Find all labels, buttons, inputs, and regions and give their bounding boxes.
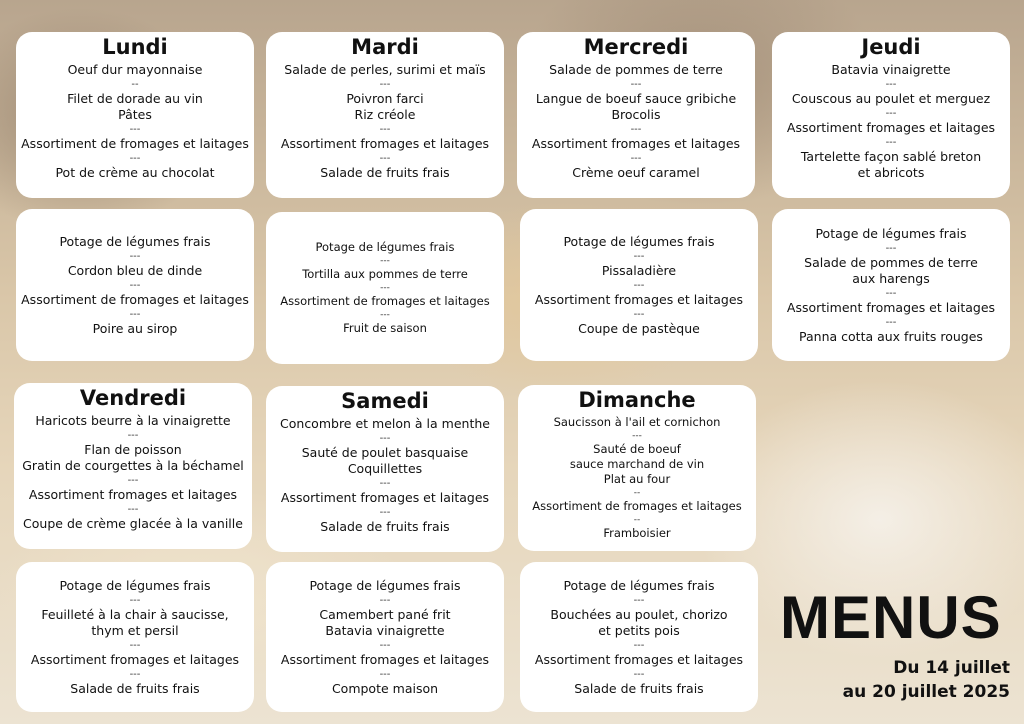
menu-item: Camembert pané frit bbox=[319, 606, 451, 622]
separator: --- bbox=[380, 256, 390, 266]
separator: --- bbox=[127, 430, 139, 441]
menu-item: Assortiment de fromages et laitages bbox=[532, 499, 742, 513]
day-title-jeudi: Jeudi bbox=[861, 35, 921, 59]
day-title-samedi: Samedi bbox=[341, 389, 429, 413]
menu-item: Poire au sirop bbox=[92, 320, 178, 336]
separator: --- bbox=[129, 308, 141, 320]
menu-item: Potage de légumes frais bbox=[59, 233, 211, 249]
vendredi-lunch-card bbox=[14, 383, 252, 549]
menu-item: Potage de légumes frais bbox=[563, 233, 715, 249]
menu-item: Gratin de courgettes à la béchamel bbox=[22, 458, 244, 473]
menu-item: Assortiment fromages et laitages bbox=[30, 651, 240, 667]
menu-item: Concombre et melon à la menthe bbox=[280, 416, 490, 431]
day-title-mardi: Mardi bbox=[351, 35, 419, 59]
menu-item: Plat au four bbox=[603, 472, 671, 486]
menu-item: Salade de perles, surimi et maïs bbox=[284, 62, 486, 77]
separator: --- bbox=[633, 594, 645, 606]
menu-item: aux harengs bbox=[852, 270, 930, 286]
menu-item: Salade de fruits frais bbox=[320, 165, 450, 180]
menu-lines bbox=[535, 234, 743, 337]
day-title-mercredi: Mercredi bbox=[583, 35, 689, 59]
menu-item: Salade de pommes de terre bbox=[804, 254, 978, 270]
menu-item: Assortiment de fromages et laitages bbox=[21, 136, 249, 151]
separator: -- bbox=[633, 488, 641, 498]
mardi-dinner-card bbox=[266, 212, 504, 364]
menu-item: Bouchées au poulet, chorizo bbox=[550, 606, 728, 622]
separator: --- bbox=[633, 279, 645, 291]
menu-item: Assortiment fromages et laitages bbox=[786, 120, 996, 135]
day-title-dimanche: Dimanche bbox=[578, 388, 696, 412]
menu-item: Sauté de boeuf bbox=[593, 442, 681, 456]
menu-item: Tortilla aux pommes de terre bbox=[302, 267, 468, 281]
separator: --- bbox=[379, 79, 391, 90]
menu-item: Assortiment fromages et laitages bbox=[28, 487, 238, 502]
menu-item: Assortiment de fromages et laitages bbox=[280, 294, 490, 308]
separator: --- bbox=[633, 639, 645, 651]
separator: --- bbox=[379, 124, 391, 135]
date-line-2: au 20 juillet 2025 bbox=[842, 682, 1010, 702]
separator: --- bbox=[633, 250, 645, 262]
menu-item: Salade de fruits frais bbox=[70, 680, 200, 696]
dimanche-dinner-card bbox=[520, 562, 758, 712]
menu-item: Salade de fruits frais bbox=[320, 519, 450, 534]
jeudi-lunch-card bbox=[772, 32, 1010, 198]
menu-item: et abricots bbox=[857, 165, 925, 180]
menu-item: Coquillettes bbox=[347, 461, 423, 476]
menu-item: Pot de crème au chocolat bbox=[55, 165, 215, 180]
menu-lines bbox=[532, 415, 742, 541]
samedi-dinner-card bbox=[266, 562, 504, 712]
menu-item: Potage de légumes frais bbox=[315, 240, 455, 254]
menu-item: Assortiment fromages et laitages bbox=[280, 490, 490, 505]
separator: --- bbox=[127, 475, 139, 486]
separator: --- bbox=[885, 242, 897, 254]
menu-item: Assortiment fromages et laitages bbox=[534, 291, 744, 307]
menu-item: Cordon bleu de dinde bbox=[67, 262, 203, 278]
menu-item: Salade de pommes de terre bbox=[549, 62, 723, 77]
menu-item: Filet de dorade au vin bbox=[67, 91, 203, 106]
menu-item: Feuilleté à la chair à saucisse, bbox=[41, 606, 229, 622]
separator: --- bbox=[632, 431, 642, 441]
menu-lines bbox=[31, 578, 239, 697]
menu-item: sauce marchand de vin bbox=[569, 457, 705, 471]
menu-item: Framboisier bbox=[603, 526, 671, 540]
menu-item: Panna cotta aux fruits rouges bbox=[799, 328, 983, 344]
vendredi-dinner-card bbox=[16, 562, 254, 712]
separator: --- bbox=[129, 153, 141, 164]
separator: --- bbox=[633, 668, 645, 680]
menus-title: MENUS bbox=[780, 584, 1002, 651]
menu-item: thym et persil bbox=[91, 622, 179, 638]
separator: --- bbox=[885, 79, 897, 90]
menu-item: Sauté de poulet basquaise bbox=[301, 445, 469, 460]
menu-lines bbox=[280, 416, 490, 535]
menu-item: Langue de boeuf sauce gribiche bbox=[535, 91, 737, 106]
separator: --- bbox=[129, 250, 141, 262]
menu-item: Pâtes bbox=[118, 107, 152, 122]
menu-lines bbox=[21, 62, 249, 181]
menu-lines bbox=[787, 226, 995, 345]
separator: --- bbox=[129, 594, 141, 606]
mercredi-dinner-card bbox=[520, 209, 758, 361]
menu-item: Riz créole bbox=[354, 107, 416, 122]
day-title-vendredi: Vendredi bbox=[79, 386, 187, 410]
date-line-1: Du 14 juillet bbox=[893, 658, 1010, 678]
menu-lines bbox=[532, 62, 740, 181]
menu-item: Haricots beurre à la vinaigrette bbox=[35, 413, 231, 428]
menu-lines bbox=[21, 234, 249, 337]
lundi-lunch-card bbox=[16, 32, 254, 198]
menu-item: Tartelette façon sablé breton bbox=[800, 149, 982, 164]
separator: -- bbox=[131, 79, 139, 90]
menu-item: Potage de légumes frais bbox=[815, 225, 967, 241]
separator: --- bbox=[129, 124, 141, 135]
menu-item: Potage de légumes frais bbox=[563, 577, 715, 593]
menu-item: Fruit de saison bbox=[343, 321, 427, 335]
menu-item: Assortiment fromages et laitages bbox=[534, 651, 744, 667]
separator: --- bbox=[379, 639, 391, 651]
separator: --- bbox=[380, 283, 390, 293]
menu-item: Assortiment fromages et laitages bbox=[786, 299, 996, 315]
separator: --- bbox=[379, 594, 391, 606]
menu-item: Coupe de crème glacée à la vanille bbox=[23, 516, 243, 531]
menu-item: Assortiment fromages et laitages bbox=[531, 136, 741, 151]
separator: --- bbox=[885, 137, 897, 148]
mardi-lunch-card bbox=[266, 32, 504, 198]
menu-item: et petits pois bbox=[598, 622, 680, 638]
menu-item: Saucisson à l'ail et cornichon bbox=[553, 415, 721, 429]
menu-item: Brocolis bbox=[611, 107, 661, 122]
menu-item: Pissaladière bbox=[601, 262, 677, 278]
separator: --- bbox=[633, 308, 645, 320]
menu-item: Salade de fruits frais bbox=[574, 680, 704, 696]
separator: -- bbox=[633, 515, 641, 525]
separator: --- bbox=[379, 478, 391, 489]
date-range bbox=[843, 656, 1010, 704]
menu-lines bbox=[535, 578, 743, 697]
menu-item: Batavia vinaigrette bbox=[831, 62, 951, 77]
menu-item: Assortiment fromages et laitages bbox=[280, 136, 490, 151]
separator: --- bbox=[129, 639, 141, 651]
separator: --- bbox=[127, 504, 139, 515]
separator: --- bbox=[379, 668, 391, 680]
separator: --- bbox=[129, 279, 141, 291]
menu-item: Assortiment fromages et laitages bbox=[280, 651, 490, 667]
menu-item: Potage de légumes frais bbox=[59, 577, 211, 593]
menu-lines bbox=[280, 240, 490, 336]
separator: --- bbox=[885, 108, 897, 119]
menu-item: Compote maison bbox=[331, 680, 439, 696]
menu-item: Crème oeuf caramel bbox=[572, 165, 700, 180]
separator: --- bbox=[630, 124, 642, 135]
menu-item: Assortiment de fromages et laitages bbox=[21, 291, 249, 307]
separator: --- bbox=[379, 433, 391, 444]
menu-item: Oeuf dur mayonnaise bbox=[67, 62, 203, 77]
menu-item: Couscous au poulet et merguez bbox=[791, 91, 991, 106]
separator: --- bbox=[129, 668, 141, 680]
separator: --- bbox=[885, 316, 897, 328]
menu-item: Flan de poisson bbox=[84, 442, 182, 457]
menu-item: Potage de légumes frais bbox=[309, 577, 461, 593]
lundi-dinner-card bbox=[16, 209, 254, 361]
samedi-lunch-card bbox=[266, 386, 504, 552]
jeudi-dinner-card bbox=[772, 209, 1010, 361]
separator: --- bbox=[380, 310, 390, 320]
separator: --- bbox=[379, 507, 391, 518]
day-title-lundi: Lundi bbox=[102, 35, 168, 59]
menu-lines bbox=[787, 62, 995, 181]
dimanche-lunch-card bbox=[518, 385, 756, 551]
menu-lines bbox=[281, 62, 489, 181]
menu-lines bbox=[22, 413, 243, 532]
menu-lines bbox=[281, 578, 489, 697]
separator: --- bbox=[630, 153, 642, 164]
separator: --- bbox=[379, 153, 391, 164]
menu-item: Coupe de pastèque bbox=[578, 320, 700, 336]
separator: --- bbox=[885, 287, 897, 299]
menu-item: Poivron farci bbox=[346, 91, 424, 106]
separator: --- bbox=[630, 79, 642, 90]
menu-item: Batavia vinaigrette bbox=[325, 622, 445, 638]
mercredi-lunch-card bbox=[517, 32, 755, 198]
